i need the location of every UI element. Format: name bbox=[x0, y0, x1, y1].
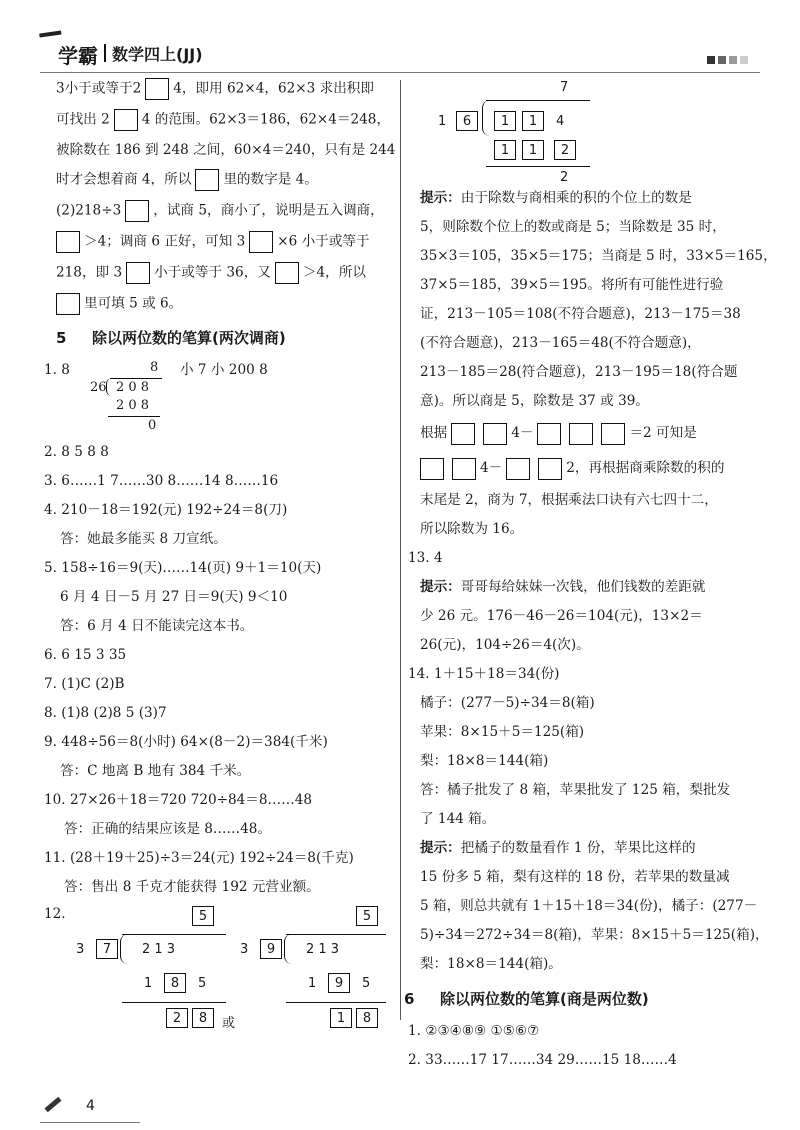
digit-box: 8 bbox=[356, 1008, 378, 1028]
division-bar bbox=[108, 416, 160, 417]
answer-line: 9. 448÷56＝8(小时) 64×(8－2)＝384(千米) bbox=[44, 734, 328, 750]
digit-box: 5 bbox=[356, 906, 378, 926]
blank-box bbox=[452, 458, 476, 480]
remainder: 2 bbox=[560, 170, 569, 185]
answer-line: 5. 158÷16＝9(天)……14(页) 9＋1＝10(天) bbox=[44, 560, 322, 576]
digit-box: 7 bbox=[96, 939, 118, 959]
text-line: 证，213－105＝108(不符合题意)，213－175＝38 bbox=[420, 306, 741, 322]
product-digit: 5 bbox=[198, 976, 207, 991]
digit-box: 1 bbox=[494, 111, 516, 131]
blank-box bbox=[451, 423, 475, 445]
answer-line: 8. (1)8 (2)8 5 (3)7 bbox=[44, 705, 167, 721]
answer-line: 答：售出 8 千克才能获得 192 元营业额。 bbox=[64, 879, 320, 895]
quotient: 7 bbox=[560, 80, 569, 95]
text-line: 里可填 5 或 6。 bbox=[56, 293, 396, 315]
answer-line: 11. (28＋19＋25)÷3＝24(元) 192÷24＝8(千克) bbox=[44, 850, 354, 866]
answer-line: 6. 6 15 3 35 bbox=[44, 647, 127, 663]
blank-box bbox=[126, 262, 150, 284]
hint-label: 提示： bbox=[420, 840, 461, 856]
division-bar bbox=[286, 934, 386, 935]
digit-box: 1 bbox=[522, 140, 544, 160]
text-line: 所以除数为 16。 bbox=[420, 521, 524, 537]
text-line: (不符合题意)，213－165＝48(不符合题意)， bbox=[420, 335, 701, 351]
blank-box bbox=[538, 458, 562, 480]
header-square-icon bbox=[740, 56, 748, 64]
divisor-digit: 1 bbox=[438, 114, 447, 129]
division-bar bbox=[486, 166, 590, 167]
question-number: 1. 8 bbox=[44, 362, 70, 378]
blank-box bbox=[420, 458, 444, 480]
divisor-digit: 3 bbox=[76, 942, 85, 957]
pencil-icon bbox=[44, 1097, 61, 1112]
division-bracket bbox=[120, 934, 129, 964]
text-line: 少 26 元。176－46－26＝104(元)，13×2＝ bbox=[420, 608, 703, 624]
question-number: 12. bbox=[44, 906, 66, 922]
division-bar bbox=[286, 1002, 386, 1003]
header-rule bbox=[40, 72, 760, 73]
division-bar bbox=[122, 1002, 226, 1003]
text-line: (2)218÷3 ，试商 5，商小了，说明是五入调商， bbox=[56, 200, 396, 222]
digit-box: 5 bbox=[192, 906, 214, 926]
header-divider bbox=[104, 44, 106, 62]
division-bracket bbox=[284, 934, 293, 964]
division-bracket bbox=[482, 100, 491, 136]
text-line: 218，即 3 小于或等于 36，又 ＞4，所以 bbox=[56, 262, 396, 284]
blank-box bbox=[249, 231, 273, 253]
header-square-icon bbox=[729, 56, 737, 64]
answer-q1 bbox=[44, 360, 396, 442]
blank-box bbox=[537, 423, 561, 445]
text-line: 15 份多 5 箱，梨有这样的 18 份，若苹果的数量减 bbox=[420, 869, 730, 885]
answer-line: 答：C 地离 B 地有 384 千米。 bbox=[60, 763, 251, 779]
division-bar bbox=[122, 934, 226, 935]
text-line: 26(元)，104÷26＝4(次)。 bbox=[420, 637, 590, 653]
text-line: 时才会想着商 4，所以 里的数字是 4。 bbox=[56, 169, 396, 191]
digit-box: 8 bbox=[164, 973, 186, 993]
blank-box bbox=[195, 169, 219, 191]
answer-line: 3. 6……1 7……30 8……14 8……16 bbox=[44, 473, 279, 489]
page-footer bbox=[40, 1096, 140, 1120]
digit-box: 6 bbox=[456, 111, 478, 131]
blank-box bbox=[483, 423, 507, 445]
blank-box bbox=[601, 423, 625, 445]
digit-box: 1 bbox=[494, 140, 516, 160]
text-line: 3小于或等于2 4，即用 62×4，62×3 求出积即 bbox=[56, 78, 396, 100]
long-division-figures bbox=[44, 906, 396, 1086]
answer-line: 2. 8 5 8 8 bbox=[44, 444, 109, 460]
footer-rule bbox=[40, 1122, 140, 1123]
header-square-icon bbox=[707, 56, 715, 64]
left-column bbox=[44, 78, 396, 1096]
blank-box bbox=[114, 109, 138, 131]
text-line: ＞4；调商 6 正好，可知 3 ×6 小于或等于 bbox=[56, 231, 396, 253]
digit-box: 9 bbox=[260, 939, 282, 959]
product-digit: 1 bbox=[308, 976, 317, 991]
blank-box bbox=[275, 262, 299, 284]
answer-line: 梨：18×8＝144(箱) bbox=[420, 753, 549, 769]
text-line: 5，则除数个位上的数或商是 5；当除数是 35 时， bbox=[420, 219, 726, 235]
hint-label: 提示： bbox=[420, 190, 461, 206]
answer-line: 答：她最多能买 8 刀宣纸。 bbox=[60, 531, 227, 547]
digit-box: 2 bbox=[166, 1008, 188, 1028]
remainder: 0 bbox=[148, 418, 157, 433]
text-line: 意)。所以商是 5，除数是 37 或 39。 bbox=[420, 393, 649, 409]
text-line: 可找出 2 4 的范围。62×3＝186，62×4＝248， bbox=[56, 109, 396, 131]
text-line: 4－ 2，再根据商乘除数的积的 bbox=[420, 455, 760, 481]
answer-line: 6 月 4 日－5 月 27 日＝9(天) 9＜10 bbox=[60, 589, 288, 605]
answer-line: 答：正确的结果应该是 8……48。 bbox=[64, 821, 271, 837]
answer-line: 答：6 月 4 日不能读完这本书。 bbox=[60, 618, 254, 634]
dividend: 2 1 3 bbox=[142, 942, 176, 957]
division-bracket bbox=[106, 378, 113, 396]
hint-label: 提示： bbox=[420, 579, 461, 595]
dividend: 2 0 8 bbox=[116, 380, 150, 395]
answer-text: 小 7 小 200 8 bbox=[180, 362, 268, 378]
right-column bbox=[404, 80, 777, 1079]
text-line: 5)÷34＝272÷34＝8(箱)，苹果：8×15＋5＝125(箱)， bbox=[420, 927, 769, 943]
hint-line: 提示：把橘子的数量看作 1 份，苹果比这样的 bbox=[420, 840, 696, 856]
text-line: 37×5＝185，39×5＝195。将所有可能性进行验 bbox=[420, 277, 724, 293]
page-number: 4 bbox=[86, 1098, 95, 1114]
digit-box: 1 bbox=[330, 1008, 352, 1028]
section-heading: 6 除以两位数的笔算(商是两位数) bbox=[404, 990, 649, 1008]
answer-line: 了 144 箱。 bbox=[420, 811, 496, 827]
division-bar bbox=[486, 100, 590, 101]
text-line: 被除数在 186 到 248 之间，60×4＝240，只有是 244 bbox=[56, 142, 396, 158]
digit-box: 2 bbox=[554, 140, 576, 160]
text-line: 根据 4－ ＝2 可知是 bbox=[420, 420, 760, 446]
dividend: 2 1 3 bbox=[306, 942, 340, 957]
answer-line: 7. (1)C (2)B bbox=[44, 676, 125, 692]
page-header bbox=[40, 30, 760, 70]
divisor: 26 bbox=[90, 380, 107, 395]
text-line: 梨：18×8＝144(箱)。 bbox=[420, 956, 562, 972]
answer-line: 答：橘子批发了 8 箱，苹果批发了 125 箱，梨批发 bbox=[420, 782, 731, 798]
section-heading: 5 除以两位数的笔算(两次调商) bbox=[56, 329, 286, 347]
digit-box: 1 bbox=[522, 111, 544, 131]
answer-line: 苹果：8×15＋5＝125(箱) bbox=[420, 724, 585, 740]
text-line: 5 箱，则总共就有 1＋15＋18＝34(份)，橘子：(277－ bbox=[420, 898, 758, 914]
or-label: 或 bbox=[222, 1016, 236, 1031]
answer-line: 4. 210－18＝192(元) 192÷24＝8(刀) bbox=[44, 502, 288, 518]
header-square-icon bbox=[718, 56, 726, 64]
book-title: 数学四上(JJ) bbox=[112, 45, 203, 64]
dividend-digit: 4 bbox=[556, 114, 565, 129]
text-line: 213－185＝28(符合题意)，213－195＝18(符合题 bbox=[420, 364, 738, 380]
digit-box: 9 bbox=[328, 973, 350, 993]
subtrahend: 2 0 8 bbox=[116, 398, 150, 413]
hint-line: 提示：哥哥每给妹妹一次钱，他们钱数的差距就 bbox=[420, 579, 706, 595]
product-digit: 5 bbox=[362, 976, 371, 991]
blank-box bbox=[56, 293, 80, 315]
answer-line: 1. ②③④⑧⑨ ①⑤⑥⑦ bbox=[408, 1023, 540, 1039]
answer-line: 14. 1＋15＋18＝34(份) bbox=[408, 666, 560, 682]
divisor-digit: 3 bbox=[240, 942, 249, 957]
answer-line: 橘子：(277－5)÷34＝8(箱) bbox=[420, 695, 595, 711]
digit-box: 8 bbox=[192, 1008, 214, 1028]
long-division-figure bbox=[420, 80, 760, 188]
column-divider bbox=[400, 80, 401, 1020]
blank-box bbox=[56, 231, 80, 253]
text-line: 末尾是 2，商为 7，根据乘法口诀有六七四十二， bbox=[420, 492, 718, 508]
blank-box bbox=[506, 458, 530, 480]
product-digit: 1 bbox=[144, 976, 153, 991]
blank-box bbox=[125, 200, 149, 222]
answer-line: 13. 4 bbox=[408, 550, 443, 566]
blank-box bbox=[569, 423, 593, 445]
blank-box bbox=[145, 78, 169, 100]
answer-line: 10. 27×26＋18＝720 720÷84＝8……48 bbox=[44, 792, 313, 808]
text-line: 35×3＝105，35×5＝175；当商是 5 时，33×5＝165， bbox=[420, 248, 777, 264]
hint-line: 提示：由于除数与商相乘的积的个位上的数是 bbox=[420, 190, 692, 206]
quotient: 8 bbox=[150, 360, 159, 375]
division-bar bbox=[110, 378, 162, 379]
brand-logo: 学霸 bbox=[58, 44, 98, 68]
answer-line: 2. 33……17 17……34 29……15 18……4 bbox=[408, 1052, 677, 1068]
